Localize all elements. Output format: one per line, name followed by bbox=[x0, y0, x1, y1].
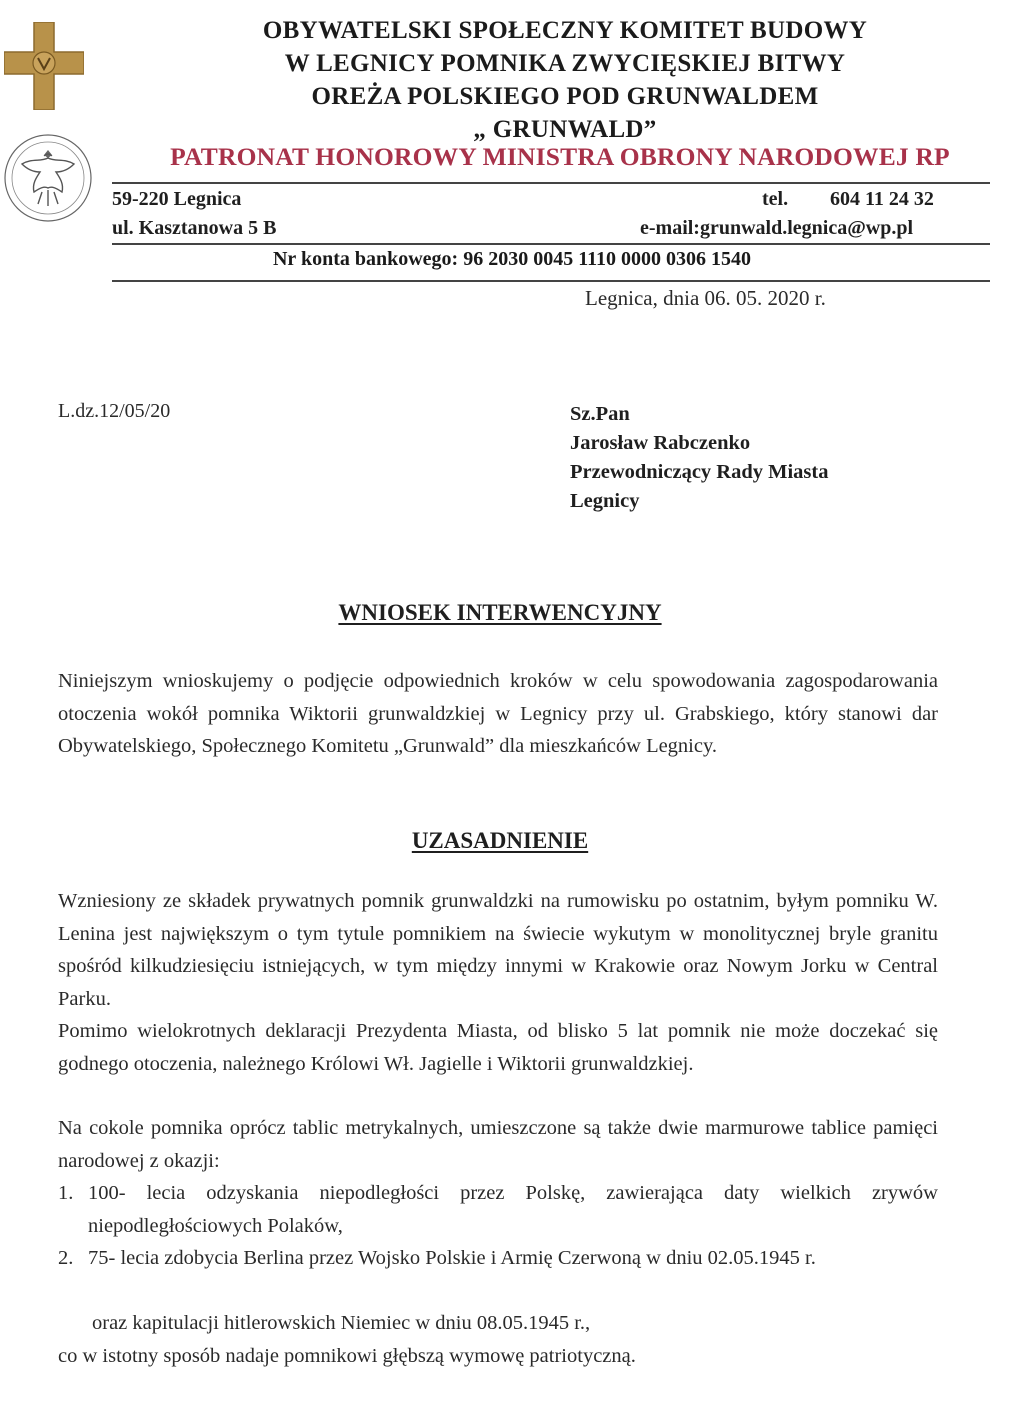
org-line-4: „ GRUNWALD” bbox=[473, 116, 657, 143]
letter-date: Legnica, dnia 06. 05. 2020 r. bbox=[585, 286, 826, 310]
list-item-text: 75- lecia zdobycia Berlina przez Wojsko Polskie i Armię Czerwoną w dniu 02.05.1945 r. bbox=[88, 1247, 816, 1269]
grunwald-cross-icon bbox=[4, 22, 84, 110]
justification-paragraph-1: Wzniesiony ze składek prywatnych pomnik grunwaldzki na rumowisku po ostatnim, byłym pomniku W. Lenina jest największym o tym tytule pomnikiem na świecie wykutym w monolitycznej bryle granitu spośród kilkudziesięciu istniejących, w tym między innymi w Krakowie oraz Nowym Jorku w Central Parku. bbox=[58, 890, 938, 1010]
phone-number: 604 11 24 32 bbox=[830, 188, 934, 210]
email-address: e-mail:grunwald.legnica@wp.pl bbox=[640, 217, 914, 239]
recipient-block bbox=[570, 400, 828, 516]
postal-code-city: 59-220 Legnica bbox=[112, 188, 242, 210]
header-divider-top bbox=[112, 182, 990, 184]
phone-label: tel. bbox=[762, 188, 789, 210]
list-item-text: 100- lecia odzyskania niepodległości przez Polskę, zawierająca daty wielkich zrywów niepodległościowych Polaków, bbox=[88, 1182, 938, 1237]
header-divider-middle bbox=[112, 243, 990, 245]
list-item-number: 2. bbox=[58, 1247, 74, 1269]
list-item-number: 1. bbox=[58, 1182, 74, 1204]
org-line-3: OREŻA POLSKIEGO POD GRUNWALDEM bbox=[311, 83, 819, 110]
header-divider-bottom bbox=[112, 280, 990, 282]
recipient-title: Przewodniczący Rady Miasta bbox=[570, 461, 829, 483]
organization-name bbox=[130, 14, 1000, 146]
justification-paragraph-2: Pomimo wielokrotnych deklaracji Prezydenta Miasta, od blisko 5 lat pomnik nie może doczekać się godnego otoczenia, należnego Królowi Wł. Jagielle i Wiktorii grunwaldzkiej. bbox=[58, 1020, 938, 1075]
closing-line: co w istotny sposób nadaje pomnikowi głębszą wymowę patriotyczną. bbox=[58, 1345, 636, 1367]
street-address: ul. Kasztanowa 5 B bbox=[112, 217, 277, 239]
justification-paragraph-3: Na cokole pomnika oprócz tablic metrykalnych, umieszczone są także dwie marmurowe tablice pamięci narodowej z okazji: bbox=[58, 1117, 938, 1172]
list-item bbox=[58, 1242, 938, 1275]
intro-paragraph: Niniejszym wnioskujemy o podjęcie odpowiednich kroków w celu spowodowania zagospodarowania otoczenia wokół pomnika Wiktorii grunwaldzkiej w Legnicy przy ul. Grabskiego, który stanowi dar Obywatelskiego, Społecznego Komitetu „Grunwald” dla mieszkańców Legnicy. bbox=[58, 670, 938, 757]
recipient-city: Legnicy bbox=[570, 490, 640, 512]
list-item bbox=[58, 1177, 938, 1242]
recipient-name: Jarosław Rabczenko bbox=[570, 432, 751, 454]
bank-account: Nr konta bankowego: 96 2030 0045 1110 0000 0306 1540 bbox=[272, 248, 751, 270]
recipient-salutation: Sz.Pan bbox=[570, 403, 630, 425]
eagle-seal-icon bbox=[2, 128, 94, 226]
honorary-patronage: PATRONAT HONOROWY MINISTRA OBRONY NARODOWEJ RP bbox=[170, 142, 950, 171]
heading-justification: UZASADNIENIE bbox=[411, 828, 589, 853]
org-line-1: OBYWATELSKI SPOŁECZNY KOMITET BUDOWY bbox=[262, 17, 868, 44]
heading-request: WNIOSEK INTERWENCYJNY bbox=[338, 600, 662, 625]
org-line-2: W LEGNICY POMNIKA ZWYCIĘSKIEJ BITWY bbox=[284, 50, 846, 77]
reference-number: L.dz.12/05/20 bbox=[58, 400, 171, 422]
capitulation-line: oraz kapitulacji hitlerowskich Niemiec w dniu 08.05.1945 r., bbox=[92, 1312, 591, 1334]
